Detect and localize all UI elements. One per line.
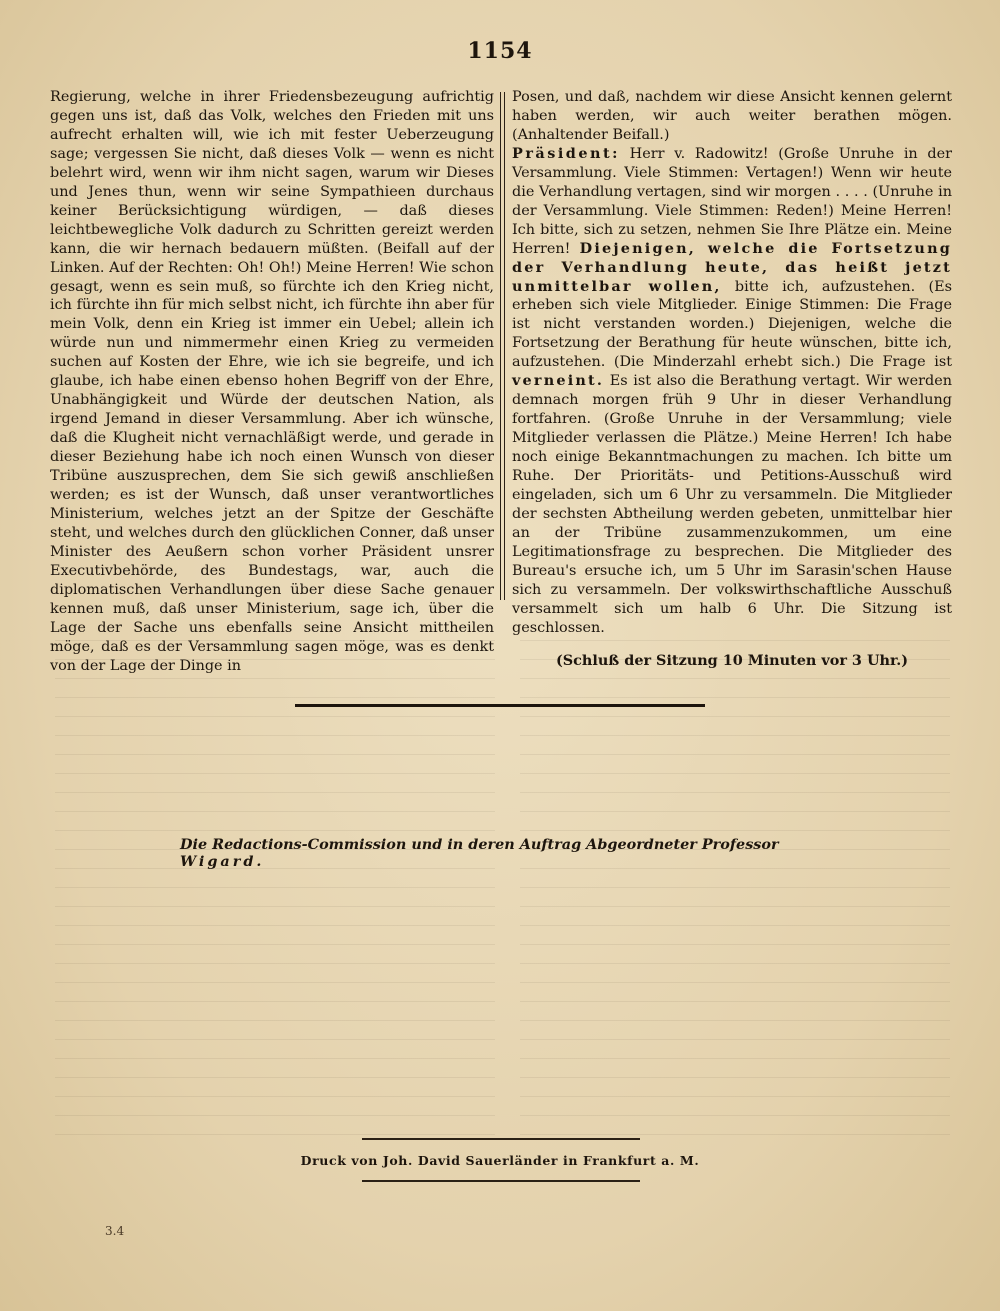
right-para-2 (512, 145, 952, 638)
footer-rule-top (362, 1138, 640, 1140)
footer-rule-bottom (362, 1180, 640, 1182)
left-column-text: Regierung, welche in ihrer Friedensbezeugung aufrichtig gegen uns ist, daß das Volk, welches den Frieden mit uns aufrecht erhalten will, wie ich mit fester Ueberzeugung sage; vergessen Sie nicht, daß dieses Volk — wenn es nicht belehrt wird, wenn wir ihm nicht sagen, warum wir Dieses und Jenes thun, wenn wir seine Sympathieen durchaus keiner Berücksichtigung würdigen, — daß dieses leichtbewegliche Volk dadurch zu Schritten gereizt werden kann, die wir hernach bedauern müßten. (Beifall auf der Linken. Auf der Rechten: Oh! Oh!) Meine Herren! Wie schon gesagt, wenn es sein muß, so fürchte ich den Krieg nicht, ich fürchte ihn für mich selbst nicht, ich fürchte ihn aber für mein Volk, denn ein Krieg ist immer ein Uebel; allein ich würde nun und nimmermehr einen Krieg zu vermeiden suchen auf Kosten der Ehre, wie ich sie begreife, und ich glaube, ich habe einen ebenso hohen Begriff von der Ehre, Unabhängigkeit und Würde der deutschen Nation, als irgend Jemand in dieser Versammlung. Aber ich wünsche, daß die Klugheit nicht vernachläßigt werde, und gerade in dieser Beziehung habe ich noch einen Wunsch von dieser Tribüne auszusprechen, dem Sie sich gewiß anschließen werden; es ist der Wunsch, daß unser verantwortliches Ministerium, welches jetzt an der Spitze der Geschäfte steht, und welches durch den glücklichen Conner, daß unser Minister des Aeußern schon vorher Präsident unsrer Executivbehörde, des Bundestags, war, auch die diplomatischen Verhandlungen über diese Sache genauer kennen muß, daß unser Ministerium, sage ich, über die Lage der Sache uns ebenfalls seine Ansicht mittheilen möge, daß es der Versammlung sagen möge, was es denkt von der Lage der Dinge in (50, 89, 495, 674)
spaced-emphasis-2: verneint. (512, 372, 605, 390)
commission-name: Wigard. (180, 853, 265, 870)
session-closing: (Schluß der Sitzung 10 Minuten vor 3 Uhr.) (555, 651, 909, 669)
column-divider (500, 92, 501, 600)
spaced-emphasis: Diejenigen, welche die Fortsetzung der Verhandlung heute, das heißt jetzt unmittelbar wollen, (512, 239, 953, 295)
commission-text: Die Redactions-Commission und in deren Auftrag Abgeordneter Professor (180, 836, 779, 853)
right-para-2b: bitte ich, aufzustehen. (Es erheben sich viele Mitglieder. Einige Stimmen: Die Frage ist nicht verstanden worden.) Diejenigen, welche die Fortsetzung der Berathung für heute wünschen, bitte ich, aufzustehen. (Die Minderzahl erhebt sich.) Die Frage ist (512, 278, 953, 371)
signature-mark: 3.4 (105, 1224, 125, 1238)
column-divider (504, 92, 505, 600)
page-number: 1154 (467, 38, 533, 64)
printer-imprint: Druck von Joh. David Sauerländer in Frankfurt a. M. (300, 1153, 700, 1168)
section-divider (295, 704, 705, 707)
left-column (50, 88, 494, 676)
right-para-2c: Es ist also die Berathung vertagt. Wir werden demnach morgen früh 9 Uhr in dieser Verhandlung fortfahren. (Große Unruhe in der Versammlung; viele Mitglieder verlassen die Plätze.) Meine Herren! Ich habe noch einige Bekanntmachungen zu machen. Ich bitte um Ruhe. Der Prioritäts- und Petitions-Ausschuß wird eingeladen, sich um 6 Uhr zu versammeln. Die Mitglieder der sechsten Abtheilung werden gebeten, unmittelbar hier an der Tribüne zusammenzukommen, um eine Legitimationsfrage zu besprechen. Die Mitglieder des Bureau's ersuche ich, um 5 Uhr im Sarasin'schen Hause sich zu versammeln. Der volkswirthschaftliche Ausschuß versammelt sich um halb 6 Uhr. Die Sitzung ist geschlossen. (512, 373, 953, 636)
right-para-1: Posen, und daß, nachdem wir diese Ansicht kennen gelernt haben werden, wir auch weiter berathen mögen. (Anhaltender Beifall.) (512, 89, 952, 143)
speaker-label: Präsident: (512, 144, 620, 162)
right-para-2a: Herr v. Radowitz! (Große Unruhe in der Versammlung. Viele Stimmen: Vertagen!) Wenn wir heute die Verhandlung vertagen, sind wir morgen . . . . (Unruhe in der Versammlung. Viele Stimmen: Reden!) Meine Herren! Ich bitte, sich zu setzen, nehmen Sie Ihre Plätze ein. Meine Herren! (512, 145, 953, 257)
commission-credit (180, 836, 820, 870)
right-column (512, 88, 952, 671)
